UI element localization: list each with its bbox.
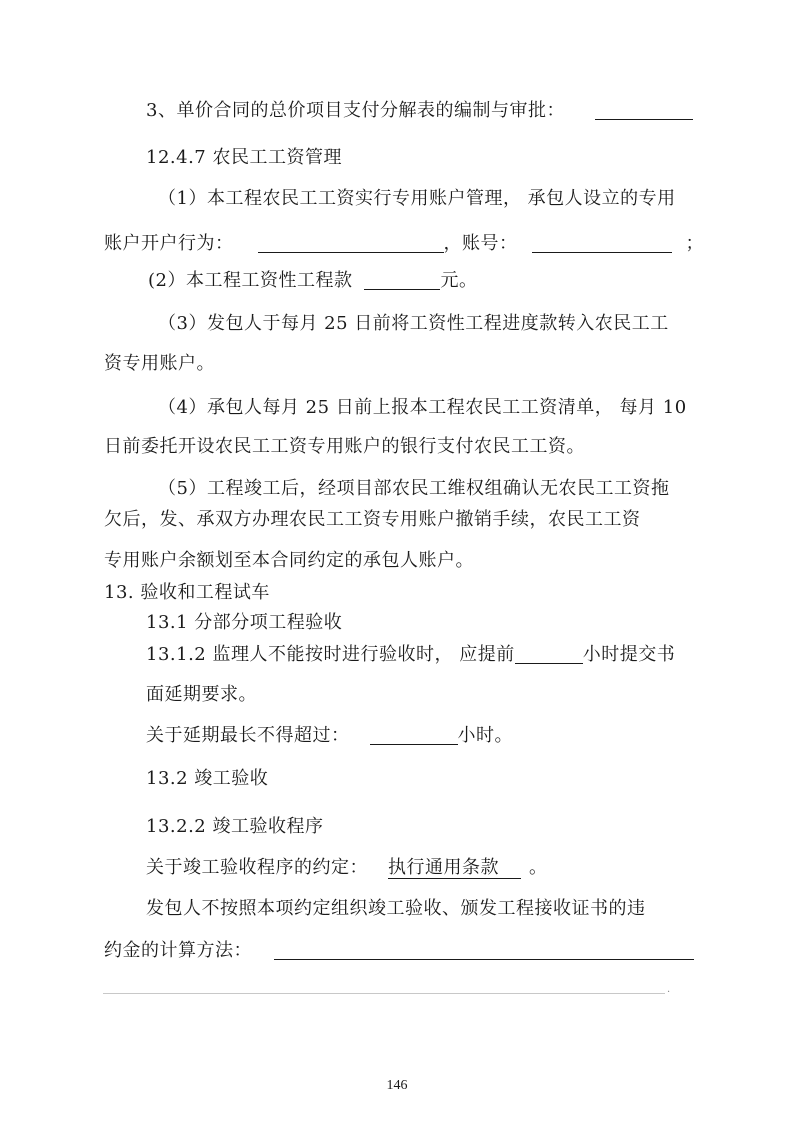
clause-1-line-b xyxy=(104,229,704,255)
clause-1-bank-label: 账户开户行为： xyxy=(104,233,234,254)
section-13-heading: 13. 验收和工程试车 xyxy=(104,582,270,603)
item-3-text: 3、单价合同的总价项目支付分解表的编制与审批： xyxy=(146,100,565,121)
clause-1-end: ； xyxy=(685,233,704,254)
acceptance-agreement-line xyxy=(146,853,548,879)
clause-1-account-label: ，账号： xyxy=(443,233,518,254)
clause-3-line-b: 资专用账户。 xyxy=(104,353,215,374)
penalty-text: 约金的计算方法： xyxy=(104,940,252,961)
acceptance-agreement-text: 关于竣工验收程序的约定： xyxy=(146,857,368,878)
delay-limit-line xyxy=(146,721,513,747)
section-13-1-2-text: 13.1.2 监理人不能按时进行验收时， 应提前 xyxy=(146,644,515,665)
penalty-line-a: 发包人不按照本项约定组织竣工验收、颁发工程接收证书的违 xyxy=(146,898,646,919)
clause-4-line-b: 日前委托开设农民工工资专用账户的银行支付农民工工资。 xyxy=(104,436,585,457)
page-number: 146 xyxy=(386,1078,408,1093)
wage-amount-blank[interactable] xyxy=(364,269,440,290)
penalty-line-b xyxy=(104,936,694,962)
section-12-4-7-heading: 12.4.7 农民工工资管理 xyxy=(146,147,342,168)
divider-end-mark: · xyxy=(667,987,671,998)
clause-1-line-a: （1）本工程农民工工资实行专用账户管理， 承包人设立的专用 xyxy=(158,188,676,209)
acceptance-agreement-value[interactable]: 执行通用条款 xyxy=(388,857,521,879)
item-3-blank[interactable] xyxy=(595,99,693,120)
clause-4-line-a: （4）承包人每月 25 日前上报本工程农民工工资清单， 每月 10 xyxy=(158,397,687,418)
clause-5-line-c: 专用账户余额划至本合同约定的承包人账户。 xyxy=(104,550,474,571)
acceptance-agreement-end: 。 xyxy=(529,857,548,878)
section-13-2-2-heading: 13.2.2 竣工验收程序 xyxy=(146,816,324,837)
clause-2-unit: 元。 xyxy=(440,270,478,291)
section-13-1-2-line-b: 面延期要求。 xyxy=(146,684,257,705)
account-number-blank[interactable] xyxy=(532,232,672,253)
section-13-1-2-end: 小时提交书 xyxy=(582,644,676,665)
delay-limit-unit: 小时。 xyxy=(457,725,513,746)
item-3-line xyxy=(146,96,693,122)
advance-hours-blank[interactable] xyxy=(515,643,583,664)
clause-2-text: (2）本工程工资性工程款 xyxy=(148,270,353,291)
clause-2-line xyxy=(148,266,477,292)
max-delay-hours-blank[interactable] xyxy=(370,724,458,745)
delay-limit-text: 关于延期最长不得超过： xyxy=(146,725,350,746)
penalty-method-blank[interactable] xyxy=(274,939,694,960)
section-13-2-heading: 13.2 竣工验收 xyxy=(146,768,269,789)
section-13-1-heading: 13.1 分部分项工程验收 xyxy=(146,612,343,633)
section-13-1-2-line xyxy=(146,640,675,666)
page-divider xyxy=(103,993,665,994)
clause-5-line-b: 欠后，发、承双方办理农民工工资专用账户撤销手续，农民工工资 xyxy=(104,509,641,530)
bank-name-blank[interactable] xyxy=(258,232,444,253)
clause-5-line-a: （5）工程竣工后，经项目部农民工维权组确认无农民工工资拖 xyxy=(158,478,670,499)
clause-3-line-a: （3）发包人于每月 25 日前将工资性工程进度款转入农民工工 xyxy=(158,313,669,334)
